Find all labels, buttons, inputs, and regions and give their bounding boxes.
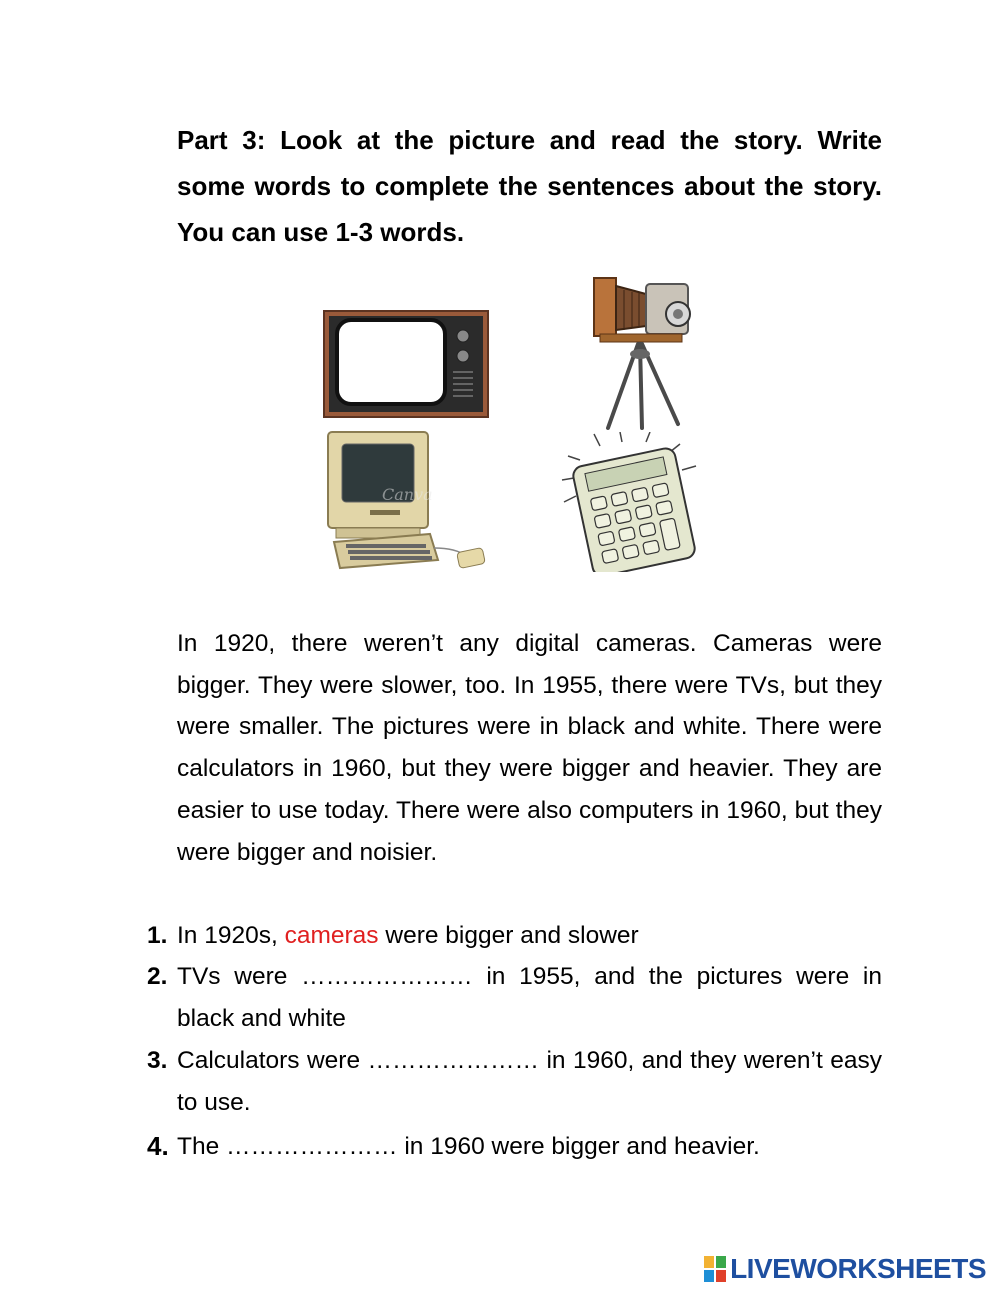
camera-icon [588,264,698,434]
watermark-text: Canva [382,485,433,504]
answer-blank[interactable]: ………………… [367,1047,540,1074]
computer-icon [326,430,496,570]
answer-text[interactable]: cameras [284,922,379,949]
question-1: 1. In 1920s, cameras were bigger and slower [147,915,882,957]
question-2: 2. TVs were ………………… in 1955, and the pictures were in black and white [147,956,882,1039]
answer-blank[interactable]: ………………… [301,963,473,990]
question-number: 4. [147,1131,169,1161]
question-3: 3. Calculators were ………………… in 1960, and they weren’t easy to use. [147,1040,882,1123]
instructions-heading: Part 3: Look at the picture and read the story. Write some words to complete the sentences about the story. You can use 1-3 words. [177,125,882,247]
tv-icon [323,310,489,418]
question-number: 1. [147,922,168,949]
story-paragraph: In 1920, there weren’t any digital cameras. Cameras were bigger. They were slower, too. In 1955, there were TVs, but they were smaller. The pictures were in black and white. There were calculators in 1960, but they were bigger and heavier. They are easier to use today. There were also computers in 1960, but they were bigger and noisier. [177,630,882,866]
calculator-icon [560,432,710,572]
question-number: 2. [147,963,168,990]
brand-name: LIVEWORKSHEETS [730,1253,986,1284]
question-4: 4. The ………………… in 1960 were bigger and heavier. [147,1126,882,1168]
pictures-group [320,262,720,572]
liveworksheets-logo-icon [704,1256,726,1282]
liveworksheets-footer[interactable] [704,1252,986,1286]
question-number: 3. [147,1047,168,1074]
answer-blank[interactable]: ………………… [226,1133,398,1160]
